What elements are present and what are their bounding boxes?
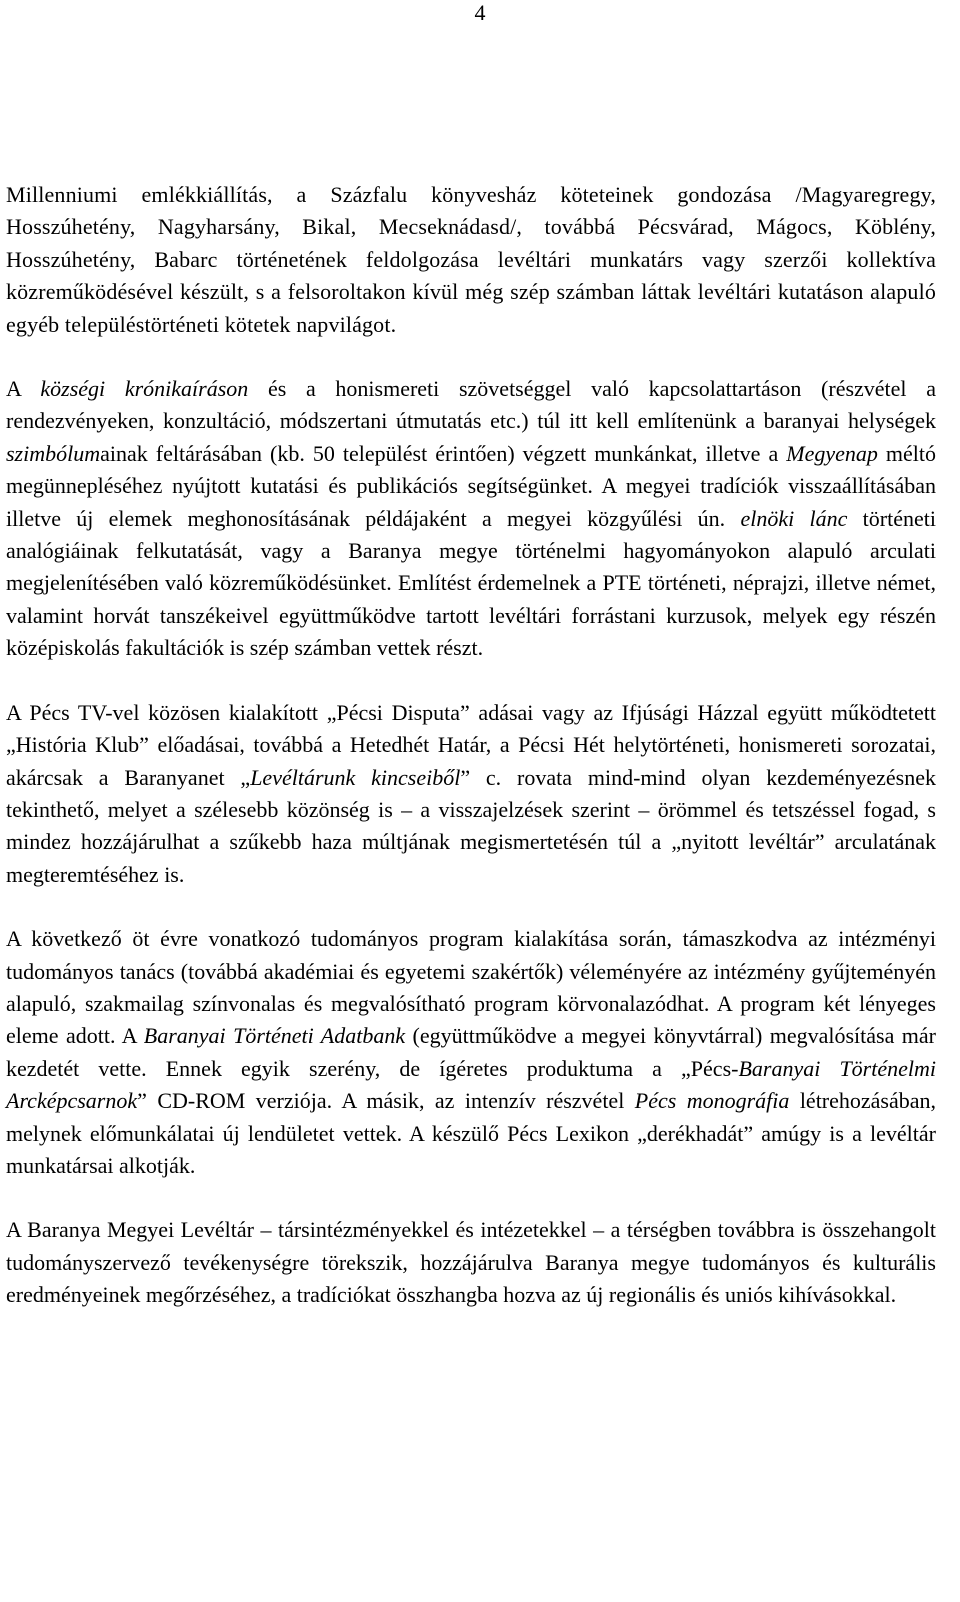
text-run: történeti analógiáinak felkutatását, vagy a Baranya megye történelmi hagyományokon alapuló arculati megjelenítésében való közreműködésünket. Említést érdemelnek a PTE történeti, néprajzi, illetve német, valamint horvát tanszékeivel együttműködve tartott levéltári forrástani kurzusok, melyek egy részén középiskolás fakultációk is szép számban vettek részt. xyxy=(6,505,936,661)
italic-term-megyenap: Megyenap xyxy=(786,440,878,466)
text-run: létrehozásában, melynek előmunkálatai új lendületet vettek. A készülő Pécs Lexikon „derékhadát” amúgy is a levéltár munkatársai alkotják. xyxy=(6,1088,937,1178)
text-run: ainak feltárásában (kb. 50 települést érintően) végzett munkánkat, illetve a xyxy=(100,440,787,466)
text-run: és a honismereti szövetséggel való kapcsolattartáson (részvétel a rendezvényeken, konzultáció, módszertani útmutatás etc.) túl itt kell említenünk a baranyai helységek xyxy=(6,376,936,434)
italic-term-treasures: Levéltárunk kincseiből xyxy=(250,764,461,790)
italic-term-chain: elnöki lánc xyxy=(740,505,848,531)
text-run: (együttműködve a megyei könyvtárral) megvalósítása már kezdetét vette. Ennek egyik szerény, de ígéretes produktuma a „Pécs xyxy=(6,1023,936,1081)
italic-term-portrait-gallery: -Baranyai Történelmi Arcképcsarnok xyxy=(6,1055,936,1114)
paragraph-media-programs xyxy=(6,697,936,891)
paragraph-gap xyxy=(6,891,936,923)
paragraph-exhibitions: Millenniumi emlékkiállítás, a Százfalu könyvesház köteteinek gondozása /Magyaregregy, Hosszúhetény, Nagyharsány, Bikal, Mecseknádasd/, továbbá Pécsvárad, Mágocs, Köblény, Hosszúhetény, Babarc történetének feldolgozása levéltári munkatárs vagy szerzői kollektíva közreműködésével készült, s a felsoroltakon kívül még szép számban láttak levéltári kutatáson alapuló egyéb településtörténeti kötetek napvilágot. xyxy=(6,182,936,337)
text-run: ” CD-ROM verziója. A másik, az intenzív részvétel xyxy=(137,1088,635,1114)
paragraph-scientific-program xyxy=(6,923,936,1182)
paragraph-gap xyxy=(6,341,936,373)
page-number: 4 xyxy=(474,0,486,25)
text-run: méltó megünnepléséhez nyújtott kutatási és publikációs segítségünket. A megyei tradíciók visszaállításában illetve új elemek meghonosításának példájaként a megyei közgyűlési ún. xyxy=(6,440,936,531)
text-run: A következő öt évre vonatkozó tudományos program kialakítása során, támaszkodva az intézményi tudományos tanács (továbbá akadémiai és egyetemi szakértők) véleményére az intézmény gyűjteményén alapuló, szakmailag színvonalas és megvalósítható program körvonalazódhat. A program két lényeges eleme adott. A xyxy=(6,926,936,1049)
text-run: ” c. rovata mind-mind olyan kezdeményezésnek tekinthető, melyet a szélesebb közönség is – a visszajelzések szerint – örömmel és tetszéssel fogad, s mindez hozzájárulhat a szűkebb haza múltjának megismertetésén túl a „nyitott levéltár” arculatának megteremtéséhez is. xyxy=(6,764,936,887)
document-body xyxy=(6,179,936,1312)
text-run: A xyxy=(6,376,41,402)
paragraph-gap xyxy=(6,1182,936,1214)
italic-term-symbol: szimbólum xyxy=(6,440,101,466)
paragraph-gap xyxy=(6,665,936,697)
italic-term-chronicle: községi krónikaíráson xyxy=(40,376,249,402)
italic-term-monograph: Pécs monográfia xyxy=(634,1088,790,1114)
italic-term-databank: Baranyai Történeti Adatbank xyxy=(143,1023,406,1049)
paragraph-regional-goals: A Baranya Megyei Levéltár – társintézményekkel és intézetekkel – a térségben továbbra is összehangolt tudományszervező tevékenységre törekszik, hozzájárulva Baranya megye tudományos és kulturális eredményeinek megőrzéséhez, a tradíciókat összhangba hozva az új regionális és uniós kihívásokkal. xyxy=(6,1217,936,1308)
text-run: A Pécs TV-vel közösen kialakított „Pécsi Disputa” adásai vagy az Ifjúsági Házzal együtt működtetett „História Klub” előadásai, továbbá a Hetedhét Határ, a Pécsi Hét helytörténeti, honismereti sorozatai, akárcsak a Baranyanet „ xyxy=(6,699,936,790)
paragraph-chronicle-writing xyxy=(6,373,936,665)
